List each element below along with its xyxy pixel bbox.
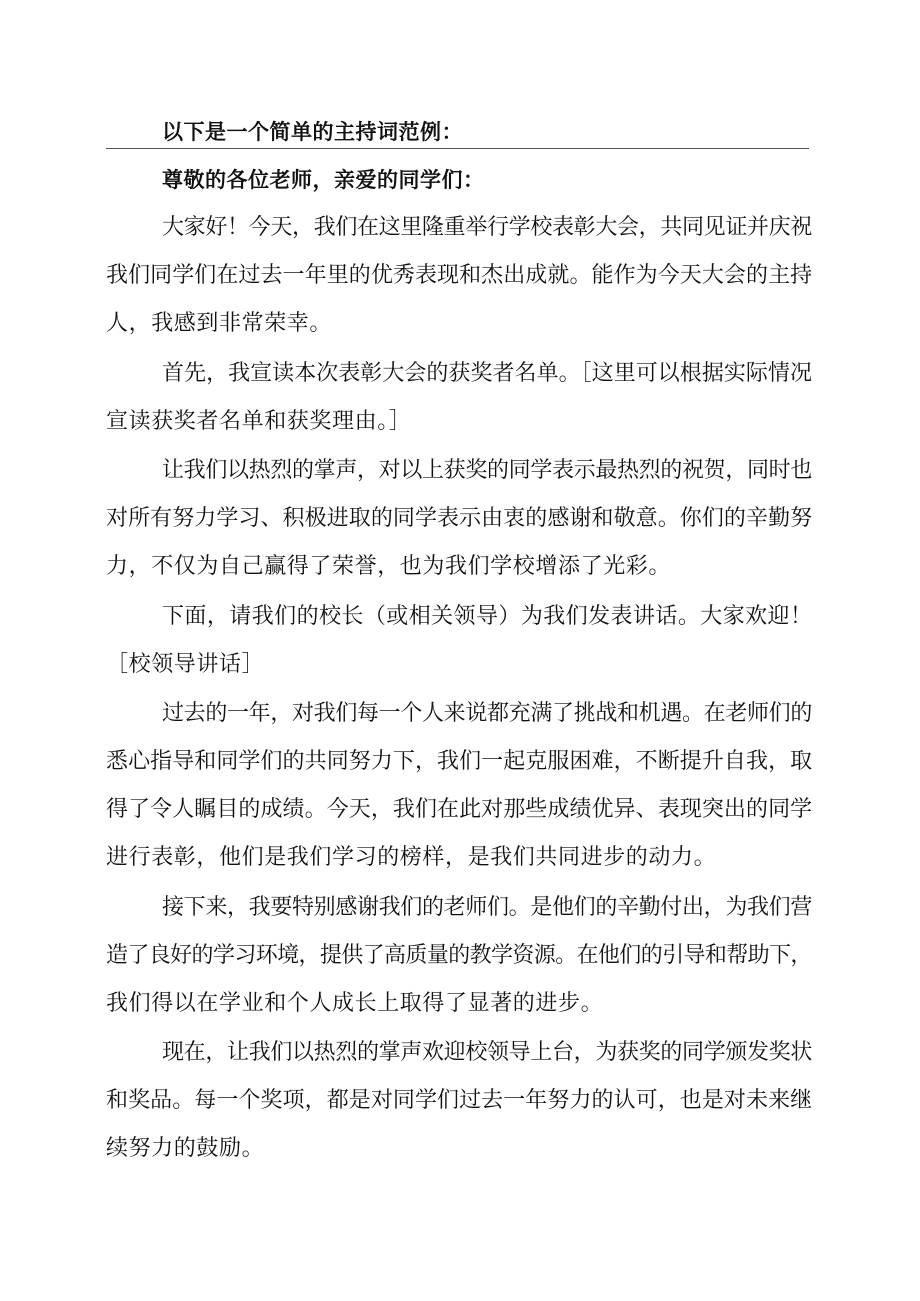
paragraph-3-line-3: 力，不仅为自己赢得了荣誉，也为我们学校增添了光彩。: [106, 554, 672, 579]
paragraph-2-line-2: 宣读获奖者名单和获奖理由。］: [106, 409, 412, 434]
paragraph-5-line-3: 得了令人瞩目的成绩。今天，我们在此对那些成绩优异、表现突出的同学: [106, 797, 813, 822]
paragraph-1-line-2: 我们同学们在过去一年里的优秀表现和杰出成就。能作为今天大会的主持: [106, 263, 813, 288]
paragraph-7-line-3: 续努力的鼓励。: [106, 1136, 265, 1161]
paragraph-1-line-1: 大家好！今天，我们在这里隆重举行学校表彰大会，共同见证并庆祝: [162, 215, 813, 240]
paragraph-1-line-3: 人，我感到非常荣幸。: [106, 311, 333, 336]
paragraph-3-line-2: 对所有努力学习、积极进取的同学表示由衷的感谢和敬意。你们的辛勤努: [106, 506, 813, 531]
header-divider: [106, 148, 809, 149]
intro-heading: 以下是一个简单的主持词范例：: [162, 119, 463, 144]
paragraph-6-line-3: 我们得以在学业和个人成长上取得了显著的进步。: [106, 991, 604, 1016]
paragraph-2-line-1: 首先，我宣读本次表彰大会的获奖者名单。［这里可以根据实际情况: [162, 361, 813, 386]
paragraph-7-line-2: 和奖品。每一个奖项，都是对同学们过去一年努力的认可，也是对未来继: [106, 1088, 813, 1113]
paragraph-6-line-2: 造了良好的学习环境，提供了高质量的教学资源。在他们的引导和帮助下，: [106, 943, 812, 968]
paragraph-4-line-2: ［校领导讲话］: [106, 652, 265, 677]
paragraph-4-line-1: 下面，请我们的校长（或相关领导）为我们发表讲话。大家欢迎！: [162, 604, 813, 629]
paragraph-5-line-4: 进行表彰，他们是我们学习的榜样，是我们共同进步的动力。: [106, 845, 717, 870]
salutation: 尊敬的各位老师，亲爱的同学们：: [162, 167, 485, 192]
paragraph-6-line-1: 接下来，我要特别感谢我们的老师们。是他们的辛勤付出，为我们营: [162, 895, 813, 920]
paragraph-3-line-1: 让我们以热烈的掌声，对以上获奖的同学表示最热烈的祝贺，同时也: [162, 458, 813, 483]
paragraph-5-line-1: 过去的一年，对我们每一个人来说都充满了挑战和机遇。在老师们的: [162, 701, 813, 726]
paragraph-5-line-2: 悉心指导和同学们的共同努力下，我们一起克服困难，不断提升自我，取: [106, 749, 813, 774]
paragraph-7-line-1: 现在，让我们以热烈的掌声欢迎校领导上台，为获奖的同学颁发奖状: [162, 1040, 813, 1065]
